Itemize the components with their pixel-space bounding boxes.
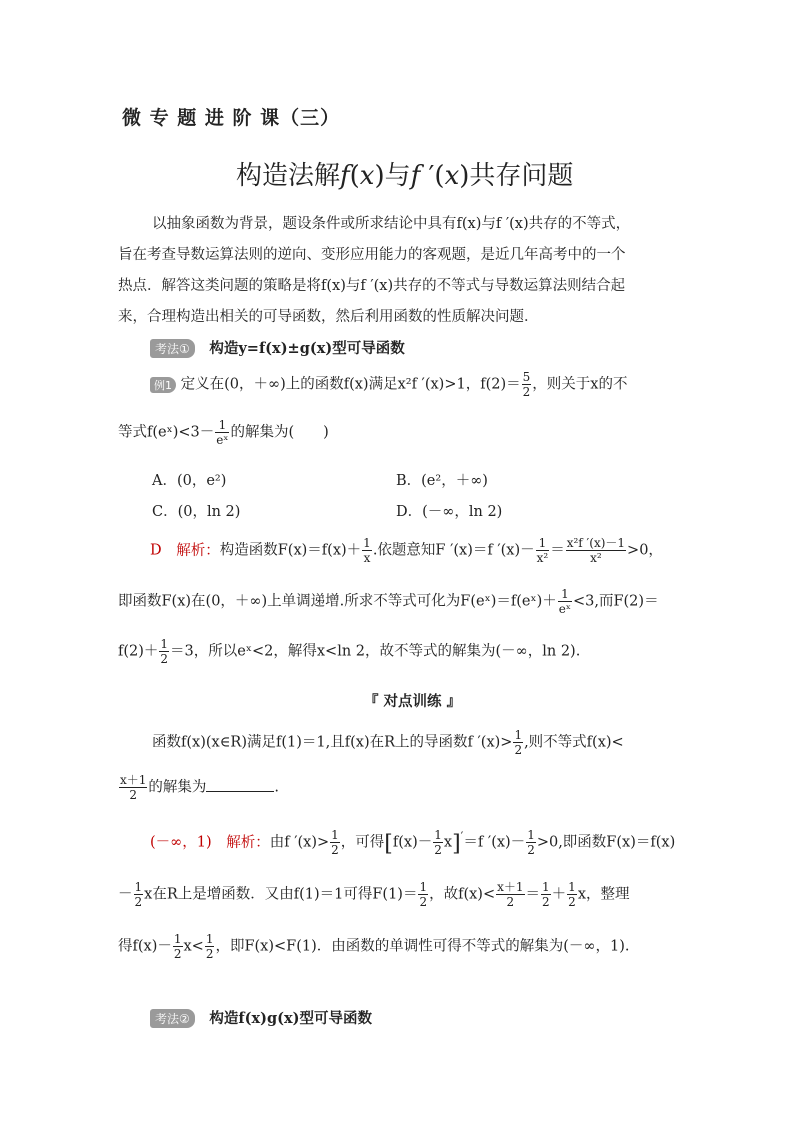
- method-2-title: 构造f(x)g(x)型可导函数: [209, 1010, 372, 1027]
- method-1-tag: 考法①: [150, 339, 195, 358]
- answer-1: D: [150, 542, 162, 559]
- intro-line-2: 旨在考查导数运算法则的逆向、变形应用能力的客观题，是近几年高考中的一个: [118, 247, 626, 263]
- title-pre: 构造法解: [236, 161, 341, 191]
- fraction-5-2: $\frac{5}{2}$: [522, 370, 531, 399]
- solution-1-line-2: 即函数F(x)在(0，＋∞)上单调递增.所求不等式可化为F(eˣ)＝f(eˣ)＋ $\frac{1}{\text{eˣ}}$ <3,而F(2)＝: [118, 587, 659, 616]
- solution-2-line-2: － $\frac{1}{2}$ x在R上是增函数．又由f(1)＝1可得F(1)＝ $\frac{1}{2}$ ，故f(x)< $\frac{x+1}{2}$ ＝ $\frac{1}{2}$ ＋ $\frac{1}{2}$ x，整理: [118, 880, 630, 909]
- method-2-heading: [150, 1007, 372, 1028]
- solution-1-line-3: f(2)＋ $\frac{1}{2}$ ＝3，所以eˣ<2，解得x<ln 2，故不等式的解集为(－∞，ln 2).: [118, 637, 581, 666]
- solution-2-line-1: (－∞，1) 解析：由f ′(x)> $\frac{1}{2}$ ，可得[f(x)－ $\frac{1}{2}$ x]′＝f ′(x)－ $\frac{1}{2}$ >0,即函数F(x)＝f(x): [150, 828, 676, 857]
- solution-label: 解析：: [176, 542, 220, 559]
- practice-question-line-1: 函数f(x)(x∈R)满足f(1)＝1,且f(x)在R上的导函数f ′(x)> $\frac{1}{2}$ ,则不等式f(x)<: [152, 728, 624, 757]
- example-1-line-1: 例1 定义在(0，＋∞)上的函数f(x)满足x²f ′(x)>1，f(2)＝ $\frac{5}{2}$ ，则关于x的不: [150, 370, 627, 399]
- answer-blank[interactable]: [206, 777, 274, 792]
- page-title: 构造法解f(x)与f ′(x)共存问题: [236, 161, 574, 191]
- answer-2: (－∞，1): [150, 834, 212, 851]
- option-c: C．(0，ln 2): [152, 504, 241, 520]
- intro-line-1: 以抽象函数为背景，题设条件或所求结论中具有f(x)与f ′(x)共存的不等式，: [152, 216, 631, 232]
- example-1-line-2: 等式f(eˣ)<3－ $\frac{1}{\text{eˣ}}$ 的解集为( ): [118, 418, 329, 447]
- method-2-tag: 考法②: [150, 1009, 195, 1028]
- solution-2-line-3: 得f(x)－ $\frac{1}{2}$ x< $\frac{1}{2}$ ，即F(x)<F(1)．由函数的单调性可得不等式的解集为(－∞，1).: [118, 932, 630, 961]
- practice-header: 『 对点训练 』: [364, 694, 462, 710]
- title-post: 共存问题: [469, 161, 574, 191]
- method-1-title: 构造y=f(x)±g(x)型可导函数: [209, 340, 405, 357]
- example-tag: 例1: [150, 377, 176, 393]
- fraction-1-ex: $\frac{1}{\text{eˣ}}$: [216, 418, 229, 447]
- method-1-heading: [150, 337, 405, 358]
- option-d: D．(－∞，ln 2): [396, 504, 503, 520]
- intro-line-4: 来，合理构造出相关的可导函数，然后利用函数的性质解决问题．: [118, 309, 539, 325]
- title-mid: 与: [384, 161, 411, 191]
- intro-line-3: 热点．解答这类问题的策略是将f(x)与f ′(x)共存的不等式与导数运算法则结合起: [118, 278, 626, 294]
- option-b: B．(e²，＋∞): [396, 473, 488, 489]
- solution-2-label: 解析：: [226, 834, 270, 851]
- practice-question-line-2: $\frac{x+1}{2}$ 的解集为 .: [120, 773, 280, 802]
- solution-1-line-1: D 解析：构造函数F(x)＝f(x)＋ $\frac{1}{x}$ .依题意知F ′(x)＝f ′(x)－ $\frac{1}{\text{x²}}$ ＝ $\frac{\text{x²f ′(x)－1}}{\text{x²}}$ >0，: [150, 536, 663, 565]
- option-a: A．(0，e²): [152, 473, 227, 489]
- series-title: 微 专 题 进 阶 课（三）: [122, 107, 341, 129]
